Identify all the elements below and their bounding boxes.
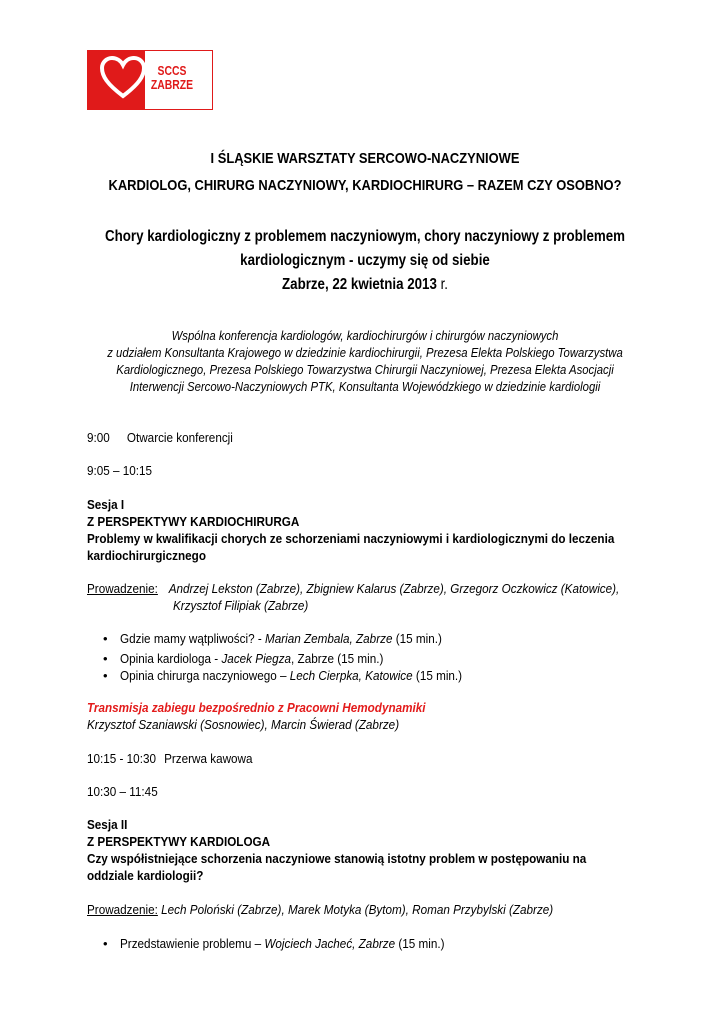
coffee-break-row: 10:15 - 10:30 Przerwa kawowa <box>87 751 253 766</box>
live-transmission: Transmisja zabiegu bezpośrednio z Pracowni Hemodynamiki <box>87 700 426 715</box>
session-1-title: Z PERSPEKTYWY KARDIOCHIRURGA <box>87 514 300 529</box>
theme-line-2: kardiologicznym - uczymy się od siebie <box>240 252 490 269</box>
session-1-chairs: Prowadzenie: Andrzej Lekston (Zabrze), Zbigniew Kalarus (Zabrze), Grzegorz Oczkowicz (Katowice), <box>87 581 620 596</box>
bullet-icon: • <box>103 668 108 683</box>
session-2-talk: Przedstawienie problemu – Wojciech Jacheć, Zabrze (15 min.) <box>120 936 445 951</box>
logo-text: SCCS ZABRZE <box>150 63 194 92</box>
event-subtitle: KARDIOLOG, CHIRURG NACZYNIOWY, KARDIOCHIRURG – RAZEM CZY OSOBNO? <box>108 177 622 194</box>
session-1-label: Sesja I <box>87 497 125 512</box>
session-2-topic-cont: oddziale kardiologii? <box>87 868 204 883</box>
session-2-time: 10:30 – 11:45 <box>87 784 158 799</box>
session-1-chairs-cont: Krzysztof Filipiak (Zabrze) <box>173 598 309 613</box>
session-1-talk: Opinia kardiologa - Jacek Piegza, Zabrze (15 min.) <box>120 651 384 666</box>
intro-line-1: Wspólna konferencja kardiologów, kardiochirurgów i chirurgów naczyniowych <box>171 329 559 343</box>
event-title: I ŚLĄSKIE WARSZTATY SERCOWO-NACZYNIOWE <box>210 150 520 167</box>
intro-line-2: z udziałem Konsultanta Krajowego w dziedzinie kardiochirurgii, Prezesa Elekta Polskiego Towarzystwa <box>107 346 623 360</box>
theme-line-1: Chory kardiologiczny z problemem naczyniowym, chory naczyniowy z problemem <box>104 228 626 245</box>
event-date: Zabrze, 22 kwietnia 2013 r. <box>282 276 448 293</box>
transmission-operators: Krzysztof Szaniawski (Sosnowiec), Marcin Świerad (Zabrze) <box>87 717 400 732</box>
intro-line-4: Interwencji Sercowo-Naczyniowych PTK, Konsultanta Wojewódzkiego w dziedzinie kardiologii <box>129 380 601 394</box>
session-2-chairs: Prowadzenie: Lech Poloński (Zabrze), Marek Motyka (Bytom), Roman Przybylski (Zabrze) <box>87 902 554 917</box>
session-1-time: 9:05 – 10:15 <box>87 463 153 478</box>
session-2-topic: Czy współistniejące schorzenia naczyniowe stanowią istotny problem w postępowaniu na <box>87 851 587 866</box>
session-1-topic-cont: kardiochirurgicznego <box>87 548 206 563</box>
session-2-title: Z PERSPEKTYWY KARDIOLOGA <box>87 834 271 849</box>
session-1-talk: Opinia chirurga naczyniowego – Lech Cierpka, Katowice (15 min.) <box>120 668 463 683</box>
opening-row: 9:00 Otwarcie konferencji <box>87 430 233 445</box>
session-2-label: Sesja II <box>87 817 128 832</box>
intro-line-3: Kardiologicznego, Prezesa Polskiego Towarzystwa Chirurgii Naczyniowej, Prezesa Elekta Asocjacji <box>116 363 614 377</box>
sccs-zabrze-logo <box>87 50 213 110</box>
session-1-talk: Gdzie mamy wątpliwości? - Marian Zembala, Zabrze (15 min.) <box>120 631 442 646</box>
bullet-icon: • <box>103 631 108 646</box>
heart-icon <box>99 56 147 100</box>
bullet-icon: • <box>103 651 108 666</box>
bullet-icon: • <box>103 936 108 951</box>
session-1-topic: Problemy w kwalifikacji chorych ze schorzeniami naczyniowymi i kardiologicznymi do leczenia <box>87 531 615 546</box>
